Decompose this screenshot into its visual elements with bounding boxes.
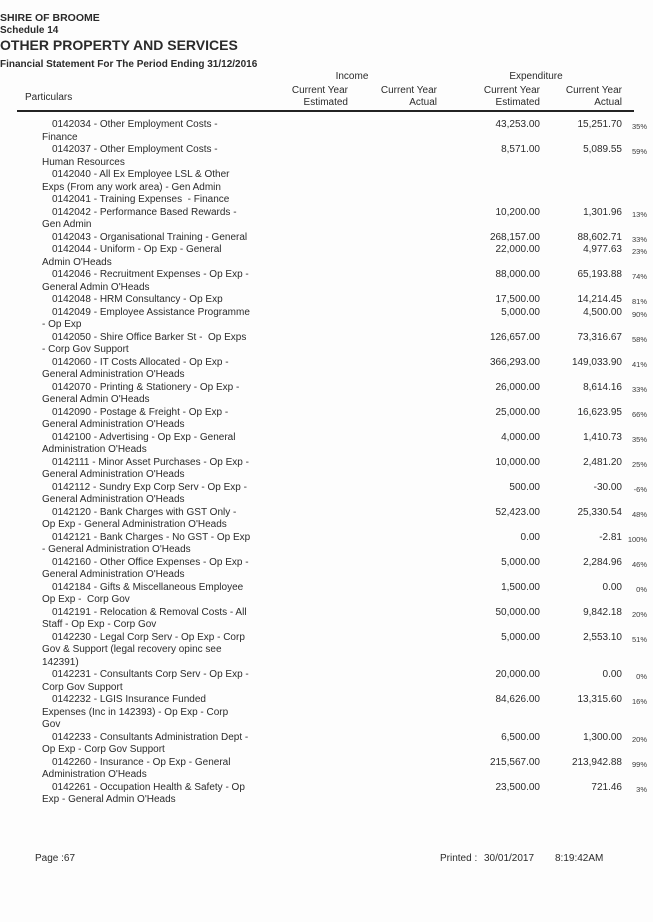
column-header-income-actual <box>337 85 437 109</box>
percent-cell: 25% <box>631 459 647 469</box>
column-header-line: Estimated <box>303 97 348 108</box>
particulars-line: 0142231 - Consultants Corp Serv - Op Exp - <box>52 669 249 680</box>
particulars-line: 0142111 - Minor Asset Purchases - Op Exp - <box>52 456 249 468</box>
expenditure-estimated-cell: 366,293.00 <box>489 356 540 368</box>
table-row <box>0 694 653 732</box>
table-row <box>0 782 653 807</box>
particulars-line: Corp Gov Support <box>42 681 123 693</box>
percent-cell: 59% <box>631 147 647 156</box>
column-header-line: Current Year <box>380 85 437 96</box>
expenditure-actual-cell: 2,284.96 <box>583 556 622 568</box>
percent-cell: 20% <box>631 734 647 744</box>
expenditure-estimated-cell: 0.00 <box>520 531 540 543</box>
table-row <box>0 332 653 357</box>
expenditure-actual-cell: 15,251.70 <box>577 119 622 130</box>
percent-cell: 3% <box>636 784 647 794</box>
expenditure-actual-cell: -2.81 <box>599 531 622 543</box>
percent-cell: 51% <box>631 634 647 644</box>
particulars-line: Op Exp - General Administration O'Heads <box>42 519 227 530</box>
particulars-line: 0142191 - Relocation & Removal Costs - All <box>52 606 247 618</box>
expenditure-estimated-cell: 268,157.00 <box>489 231 540 243</box>
expenditure-estimated-cell: 4,000.00 <box>501 431 540 443</box>
particulars-cell <box>42 732 352 757</box>
particulars-cell <box>42 532 352 557</box>
particulars-line: 0142041 - Training Expenses - Finance <box>52 194 230 205</box>
particulars-line: Human Resources <box>42 156 125 168</box>
printed-label: Printed : <box>440 853 478 864</box>
particulars-line: 0142034 - Other Employment Costs - <box>52 119 218 130</box>
table-row <box>0 382 653 407</box>
printed-date: 30/01/2017 <box>484 853 535 864</box>
particulars-cell <box>42 169 352 194</box>
particulars-cell <box>42 407 352 432</box>
particulars-line: 0142042 - Performance Based Rewards - <box>52 206 237 218</box>
particulars-cell <box>42 557 352 582</box>
percent-cell: 35% <box>631 122 647 131</box>
table-row <box>0 307 653 332</box>
expenditure-estimated-cell: 25,000.00 <box>495 406 540 418</box>
expenditure-estimated-cell: 500.00 <box>509 481 540 493</box>
expenditure-actual-cell: 5,089.55 <box>583 144 622 155</box>
column-header-line: Current Year <box>483 85 540 96</box>
column-header-line: Current Year <box>291 85 348 96</box>
page-title: OTHER PROPERTY AND SERVICES <box>0 37 238 53</box>
table-row <box>0 194 653 207</box>
expenditure-estimated-cell: 88,000.00 <box>495 269 540 280</box>
particulars-line: Op Exp - Corp Gov Support <box>42 744 165 755</box>
table-row <box>0 357 653 382</box>
expenditure-actual-cell: 16,623.95 <box>577 406 622 418</box>
particulars-cell <box>42 244 352 269</box>
table-row <box>0 269 653 294</box>
column-header-line: Current Year <box>565 85 622 96</box>
expenditure-actual-cell: -30.00 <box>593 481 622 493</box>
particulars-cell <box>42 482 352 507</box>
header-divider <box>17 110 634 112</box>
particulars-cell <box>42 357 352 382</box>
percent-cell: 81% <box>631 297 647 306</box>
table-row <box>0 607 653 632</box>
particulars-cell <box>42 607 352 632</box>
particulars-cell <box>42 782 352 807</box>
particulars-cell <box>42 757 352 782</box>
expenditure-estimated-cell: 26,000.00 <box>495 381 540 393</box>
expenditure-estimated-cell: 17,500.00 <box>495 294 540 305</box>
percent-cell: 41% <box>631 359 647 369</box>
expenditure-actual-cell: 25,330.54 <box>577 506 622 518</box>
particulars-line: Administration O'Heads <box>42 444 147 455</box>
expenditure-estimated-cell: 1,500.00 <box>501 581 540 593</box>
particulars-line: 0142044 - Uniform - Op Exp - General <box>52 244 222 255</box>
table-row <box>0 757 653 782</box>
percent-cell: 99% <box>631 759 647 769</box>
particulars-cell <box>42 269 352 294</box>
expenditure-estimated-cell: 52,423.00 <box>495 506 540 518</box>
table-row <box>0 169 653 194</box>
particulars-line: 0142070 - Printing & Stationery - Op Exp - <box>52 381 240 393</box>
particulars-line: Administration O'Heads <box>42 769 147 780</box>
expenditure-actual-cell: 213,942.88 <box>571 756 622 768</box>
particulars-line: 0142050 - Shire Office Barker St - Op Exps <box>52 331 247 343</box>
expenditure-actual-cell: 73,316.67 <box>577 331 622 343</box>
column-header-line: Estimated <box>495 97 540 108</box>
particulars-line: 0142090 - Postage & Freight - Op Exp - <box>52 406 229 418</box>
expenditure-actual-cell: 1,300.00 <box>583 731 622 743</box>
particulars-line: 0142037 - Other Employment Costs - <box>52 144 218 155</box>
expenditure-actual-cell: 13,315.60 <box>577 694 622 705</box>
expenditure-estimated-cell: 43,253.00 <box>495 119 540 130</box>
particulars-line: 0142261 - Occupation Health & Safety - Op <box>52 781 245 793</box>
expenditure-estimated-cell: 23,500.00 <box>495 781 540 793</box>
percent-cell: 48% <box>631 509 647 519</box>
particulars-line: Gov & Support (legal recovery opinc see <box>42 644 222 655</box>
expenditure-estimated-cell: 84,626.00 <box>495 694 540 705</box>
particulars-line: 0142060 - IT Costs Allocated - Op Exp - <box>52 356 229 368</box>
expenditure-actual-cell: 1,410.73 <box>583 431 622 443</box>
particulars-line: Gov <box>42 719 61 730</box>
expenditure-estimated-cell: 10,000.00 <box>495 456 540 468</box>
column-header-income-estimated <box>248 85 348 109</box>
table-row <box>0 432 653 457</box>
schedule-label: Schedule 14 <box>0 25 59 36</box>
percent-cell: 23% <box>631 247 647 256</box>
particulars-line: 0142048 - HRM Consultancy - Op Exp <box>52 294 223 305</box>
table-row <box>0 532 653 557</box>
particulars-line: 0142184 - Gifts & Miscellaneous Employee <box>52 581 244 593</box>
particulars-cell <box>42 632 352 670</box>
particulars-line: General Administration O'Heads <box>42 419 185 430</box>
table-row <box>0 244 653 269</box>
expenditure-actual-cell: 149,033.90 <box>571 356 622 368</box>
expenditure-actual-cell: 0.00 <box>602 581 622 593</box>
particulars-line: General Administration O'Heads <box>42 569 185 580</box>
particulars-line: - General Administration O'Heads <box>42 544 191 555</box>
particulars-line: 0142121 - Bank Charges - No GST - Op Exp <box>52 531 251 543</box>
table-row <box>0 144 653 169</box>
org-name: SHIRE OF BROOME <box>0 12 100 24</box>
particulars-line: 0142230 - Legal Corp Serv - Op Exp - Corp <box>52 631 245 643</box>
particulars-line: Exps (From any work area) - Gen Admin <box>42 181 221 193</box>
expenditure-actual-cell: 8,614.16 <box>583 381 622 393</box>
particulars-line: 0142043 - Organisational Training - General <box>52 231 248 243</box>
table-row <box>0 207 653 232</box>
percent-cell: 90% <box>631 309 647 319</box>
particulars-line: 0142112 - Sundry Exp Corp Serv - Op Exp - <box>52 481 247 493</box>
column-header-particulars: Particulars <box>25 92 73 103</box>
percent-cell <box>600 169 647 172</box>
table-row <box>0 632 653 670</box>
particulars-cell <box>42 669 352 694</box>
percent-cell: 33% <box>631 384 647 394</box>
expenditure-estimated-cell: 10,200.00 <box>495 206 540 218</box>
particulars-line: General Administration O'Heads <box>42 494 185 505</box>
particulars-line: 0142040 - All Ex Employee LSL & Other <box>52 169 230 180</box>
table-row <box>0 669 653 694</box>
particulars-cell <box>42 457 352 482</box>
expenditure-estimated-cell: 5,000.00 <box>501 631 540 643</box>
expenditure-actual-cell: 65,193.88 <box>577 269 622 280</box>
particulars-line: Op Exp - Corp Gov <box>42 594 130 605</box>
printed-time: 8:19:42AM <box>555 853 604 864</box>
particulars-cell <box>42 332 352 357</box>
expenditure-actual-cell: 14,214.45 <box>577 294 622 305</box>
particulars-line: General Admin O'Heads <box>42 394 150 405</box>
expenditure-actual-cell: 0.00 <box>602 669 622 680</box>
percent-cell: 46% <box>631 559 647 569</box>
particulars-cell <box>42 207 352 232</box>
particulars-line: 0142100 - Advertising - Op Exp - General <box>52 431 236 443</box>
table-row <box>0 582 653 607</box>
column-header-line: Actual <box>409 97 437 108</box>
percent-cell: 16% <box>631 697 647 706</box>
table-row <box>0 119 653 144</box>
particulars-line: General Administration O'Heads <box>42 369 185 380</box>
expenditure-actual-cell: 9,842.18 <box>583 606 622 618</box>
particulars-cell <box>42 294 352 307</box>
expenditure-estimated-cell: 5,000.00 <box>501 306 540 318</box>
particulars-cell <box>42 307 352 332</box>
particulars-line: Finance <box>42 131 78 143</box>
particulars-cell <box>42 507 352 532</box>
particulars-line: 0142160 - Other Office Expenses - Op Exp - <box>52 556 249 568</box>
particulars-line: - Corp Gov Support <box>42 344 129 355</box>
expenditure-estimated-cell: 5,000.00 <box>501 556 540 568</box>
expenditure-actual-cell: 721.46 <box>591 781 622 793</box>
expenditure-estimated-cell: 8,571.00 <box>501 144 540 155</box>
expenditure-actual-cell: 1,301.96 <box>583 206 622 218</box>
table-row <box>0 507 653 532</box>
expenditure-actual-cell: 4,977.63 <box>583 244 622 255</box>
expenditure-estimated-cell: 20,000.00 <box>495 669 540 680</box>
table-row <box>0 232 653 245</box>
expenditure-estimated-cell: 6,500.00 <box>501 731 540 743</box>
table-body <box>0 119 653 807</box>
particulars-line: - Op Exp <box>42 319 82 330</box>
particulars-line: 0142233 - Consultants Administration Dept - <box>52 731 249 743</box>
particulars-cell <box>42 694 352 732</box>
expenditure-estimated-cell: 50,000.00 <box>495 606 540 618</box>
percent-cell: 58% <box>631 334 647 344</box>
percent-cell: 33% <box>631 234 647 244</box>
particulars-line: General Administration O'Heads <box>42 469 185 480</box>
particulars-cell <box>42 119 352 144</box>
table-row <box>0 294 653 307</box>
percent-cell: 0% <box>636 672 647 681</box>
particulars-line: General Admin O'Heads <box>42 281 150 293</box>
percent-cell: 20% <box>631 609 647 619</box>
particulars-cell <box>42 382 352 407</box>
particulars-line: 0142260 - Insurance - Op Exp - General <box>52 756 231 768</box>
particulars-line: 0142120 - Bank Charges with GST Only - <box>52 506 237 518</box>
column-header-line: Actual <box>594 97 622 108</box>
particulars-cell <box>42 432 352 457</box>
particulars-line: Exp - General Admin O'Heads <box>42 794 176 805</box>
column-group-expenditure: Expenditure <box>509 71 563 82</box>
percent-cell: 66% <box>631 409 647 419</box>
particulars-line: Gen Admin <box>42 219 92 230</box>
expenditure-actual-cell: 2,481.20 <box>583 456 622 468</box>
expenditure-estimated-cell: 22,000.00 <box>495 244 540 255</box>
column-header-expenditure-actual <box>522 85 622 109</box>
table-row <box>0 557 653 582</box>
particulars-line: Staff - Op Exp - Corp Gov <box>42 619 157 630</box>
particulars-cell <box>42 582 352 607</box>
percent-cell: 100% <box>627 534 647 544</box>
table-row <box>0 457 653 482</box>
expenditure-actual-cell: 4,500.00 <box>583 306 622 318</box>
percent-cell: 74% <box>631 272 647 281</box>
table-row <box>0 482 653 507</box>
report-subtitle: Financial Statement For The Period Ending 31/12/2016 <box>0 59 258 70</box>
particulars-line: Expenses (Inc in 142393) - Op Exp - Corp <box>42 706 229 718</box>
table-row <box>0 732 653 757</box>
percent-cell: -6% <box>633 484 647 494</box>
expenditure-actual-cell: 2,553.10 <box>583 631 622 643</box>
expenditure-estimated-cell: 215,567.00 <box>489 756 540 768</box>
particulars-line: Admin O'Heads <box>42 256 112 268</box>
particulars-line: 0142046 - Recruitment Expenses - Op Exp - <box>52 269 249 280</box>
expenditure-actual-cell: 88,602.71 <box>577 231 622 243</box>
particulars-line: 142391) <box>42 656 79 668</box>
particulars-cell <box>42 194 352 207</box>
page-number: Page :67 <box>35 853 76 864</box>
percent-cell <box>600 194 647 197</box>
percent-cell: 35% <box>631 434 647 444</box>
column-group-income: Income <box>335 71 369 82</box>
particulars-cell <box>42 144 352 169</box>
table-row <box>0 407 653 432</box>
expenditure-estimated-cell: 126,657.00 <box>489 331 540 343</box>
particulars-line: 0142232 - LGIS Insurance Funded <box>52 694 206 705</box>
percent-cell: 13% <box>631 209 647 219</box>
particulars-line: 0142049 - Employee Assistance Programme <box>52 306 250 318</box>
particulars-cell <box>42 232 352 245</box>
percent-cell: 0% <box>636 584 647 594</box>
